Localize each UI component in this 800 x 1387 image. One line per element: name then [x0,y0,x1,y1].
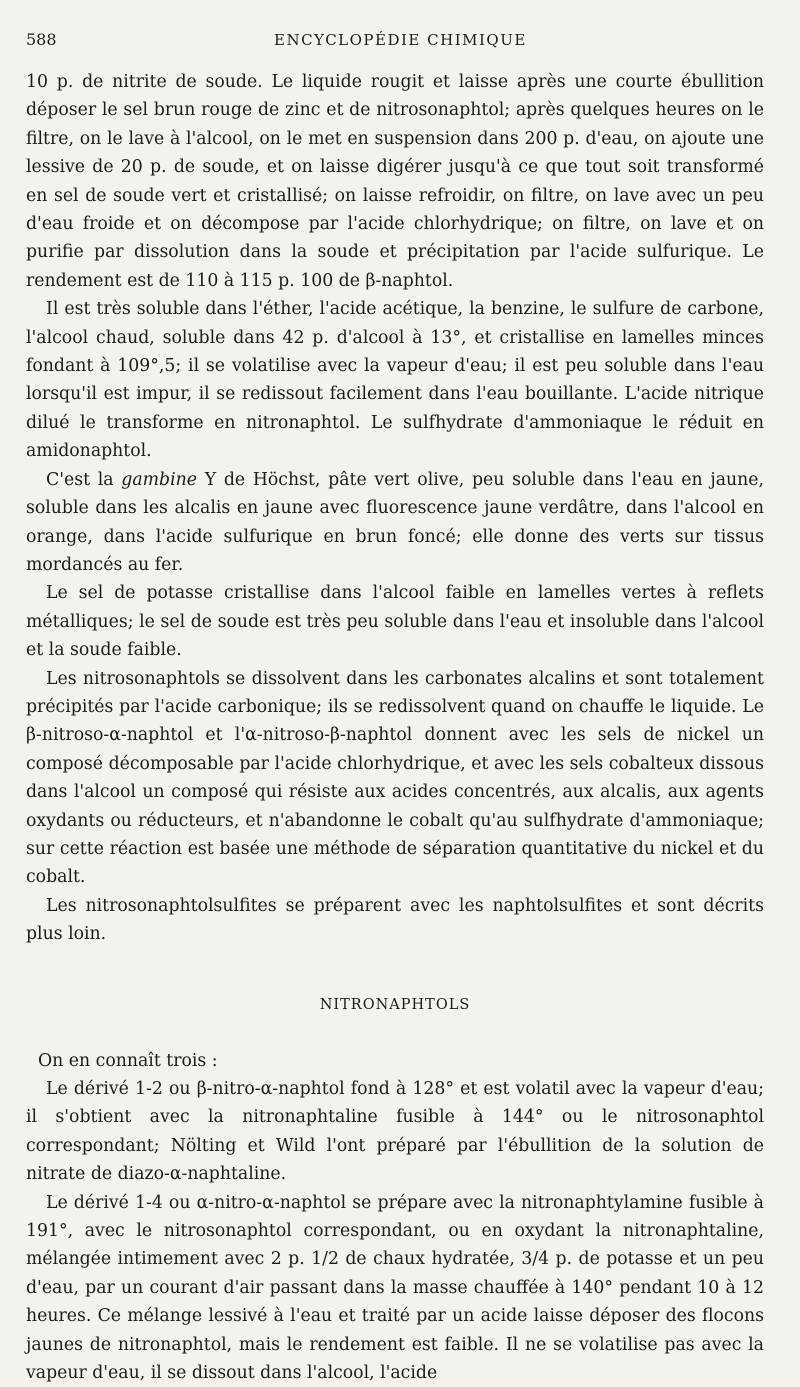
text-run: C'est la [46,469,122,490]
paragraph-gambine [26,466,764,580]
paragraph: Les nitrosonaphtolsulfites se préparent avec les naphtolsulfites et sont décrits plus loin. [26,895,764,945]
text-run: Y de Höchst, pâte vert olive, peu soluble dans l'eau en jaune, soluble dans les alcalis en jaune avec fluorescence jaune verdâtre, dans l'alcool en orange, dans l'acide sulfurique en brun foncé; elle donne des verts sur tissus mordancés au fer. [26,469,764,575]
paragraph: Les nitrosonaphtols se dissolvent dans les carbonates alcalins et sont totalement précipités par l'acide carbonique; ils se redissolvent quand on chauffe le liquide. Le β-nitroso-α-naphtol et l'α-nitroso-β-naphtol donnent avec les sels de nickel un composé décomposable par l'acide chlorhydrique, et avec les sels cobalteux dissous dans l'alcool un composé qui résiste aux acides concentrés, aux alcalis, aux agents oxydants ou réducteurs, et n'abandonne le cobalt qu'au sulfhydrate d'ammoniaque; sur cette réaction est basée une méthode de séparation quantitative du nickel et du cobalt. [26,668,764,888]
section-title: NITRONAPHTOLS [319,996,471,1013]
paragraph: Le dérivé 1-2 ou β-nitro-α-naphtol fond à 128° et est volatil avec la vapeur d'eau; il s'obtient avec la nitronaphtaline fusible à 144° ou le nitrosonaphtol correspondant; Nölting et Wild l'ont préparé par l'ébullition de la solution de nitrate de diazo-α-naphtaline. [26,1079,764,1185]
paragraph: Il est très soluble dans l'éther, l'acide acétique, la benzine, le sulfure de carbone, l'alcool chaud, soluble dans 42 p. d'alcool à 13°, et cristallise en lamelles minces fondant à 109°,5; il se volatilise avec la vapeur d'eau; il est peu soluble dans l'eau lorsqu'il est impur, il se redissout facilement dans l'eau bouillante. L'acide nitrique dilué le transforme en nitronaphtol. Le sulfhydrate d'ammoniaque le réduit en amidonaphtol. [26,299,764,462]
italic-term: gambine [121,469,197,490]
page-header [26,30,764,68]
paragraph: Le sel de potasse cristallise dans l'alcool faible en lamelles vertes à reflets métalliques; le sel de soude est très peu soluble dans l'eau et insoluble dans l'alcool et la soude faible. [26,583,764,661]
body-text [26,68,764,1387]
paragraph: Le dérivé 1-4 ou α-nitro-α-naphtol se prépare avec la nitronaphtylamine fusible à 191°, avec le nitrosonaphtol correspondant, ou en oxydant la nitronaphtaline, mélangée intimement avec 2 p. 1/2 de chaux hydratée, 3/4 p. de potasse et un peu d'eau, par un courant d'air passant dans la masse chauffée à 140° pendant 10 à 12 heures. Ce mélange lessivé à l'eau et traité par un acide laisse déposer des flocons jaunes de nitronaphtol, mais le rendement est faible. Il ne se volatilise pas avec la vapeur d'eau, il se dissout dans l'alcool, l'acide [26,1192,764,1384]
section-intro: On en connaît trois : [38,1050,218,1071]
page-number: 588 [26,30,57,49]
paragraph: 10 p. de nitrite de soude. Le liquide rougit et laisse après une courte ébullition déposer le sel brun rouge de zinc et de nitrosonaphtol; après quelques heures on le filtre, on le lave à l'alcool, on le met en suspension dans 200 p. d'eau, on ajoute une lessive de 20 p. de soude, et on laisse digérer jusqu'à ce que tout soit transformé en sel de soude vert et cristallisé; on laisse refroidir, on filtre, on lave avec un peu d'eau froide et on décompose par l'acide chlorhydrique; on filtre, on lave et on purifie par dissolution dans la soude et précipitation par l'acide sulfurique. Le rendement est de 110 à 115 p. 100 de β-naphtol. [26,72,764,291]
running-title: ENCYCLOPÉDIE CHIMIQUE [274,31,527,49]
